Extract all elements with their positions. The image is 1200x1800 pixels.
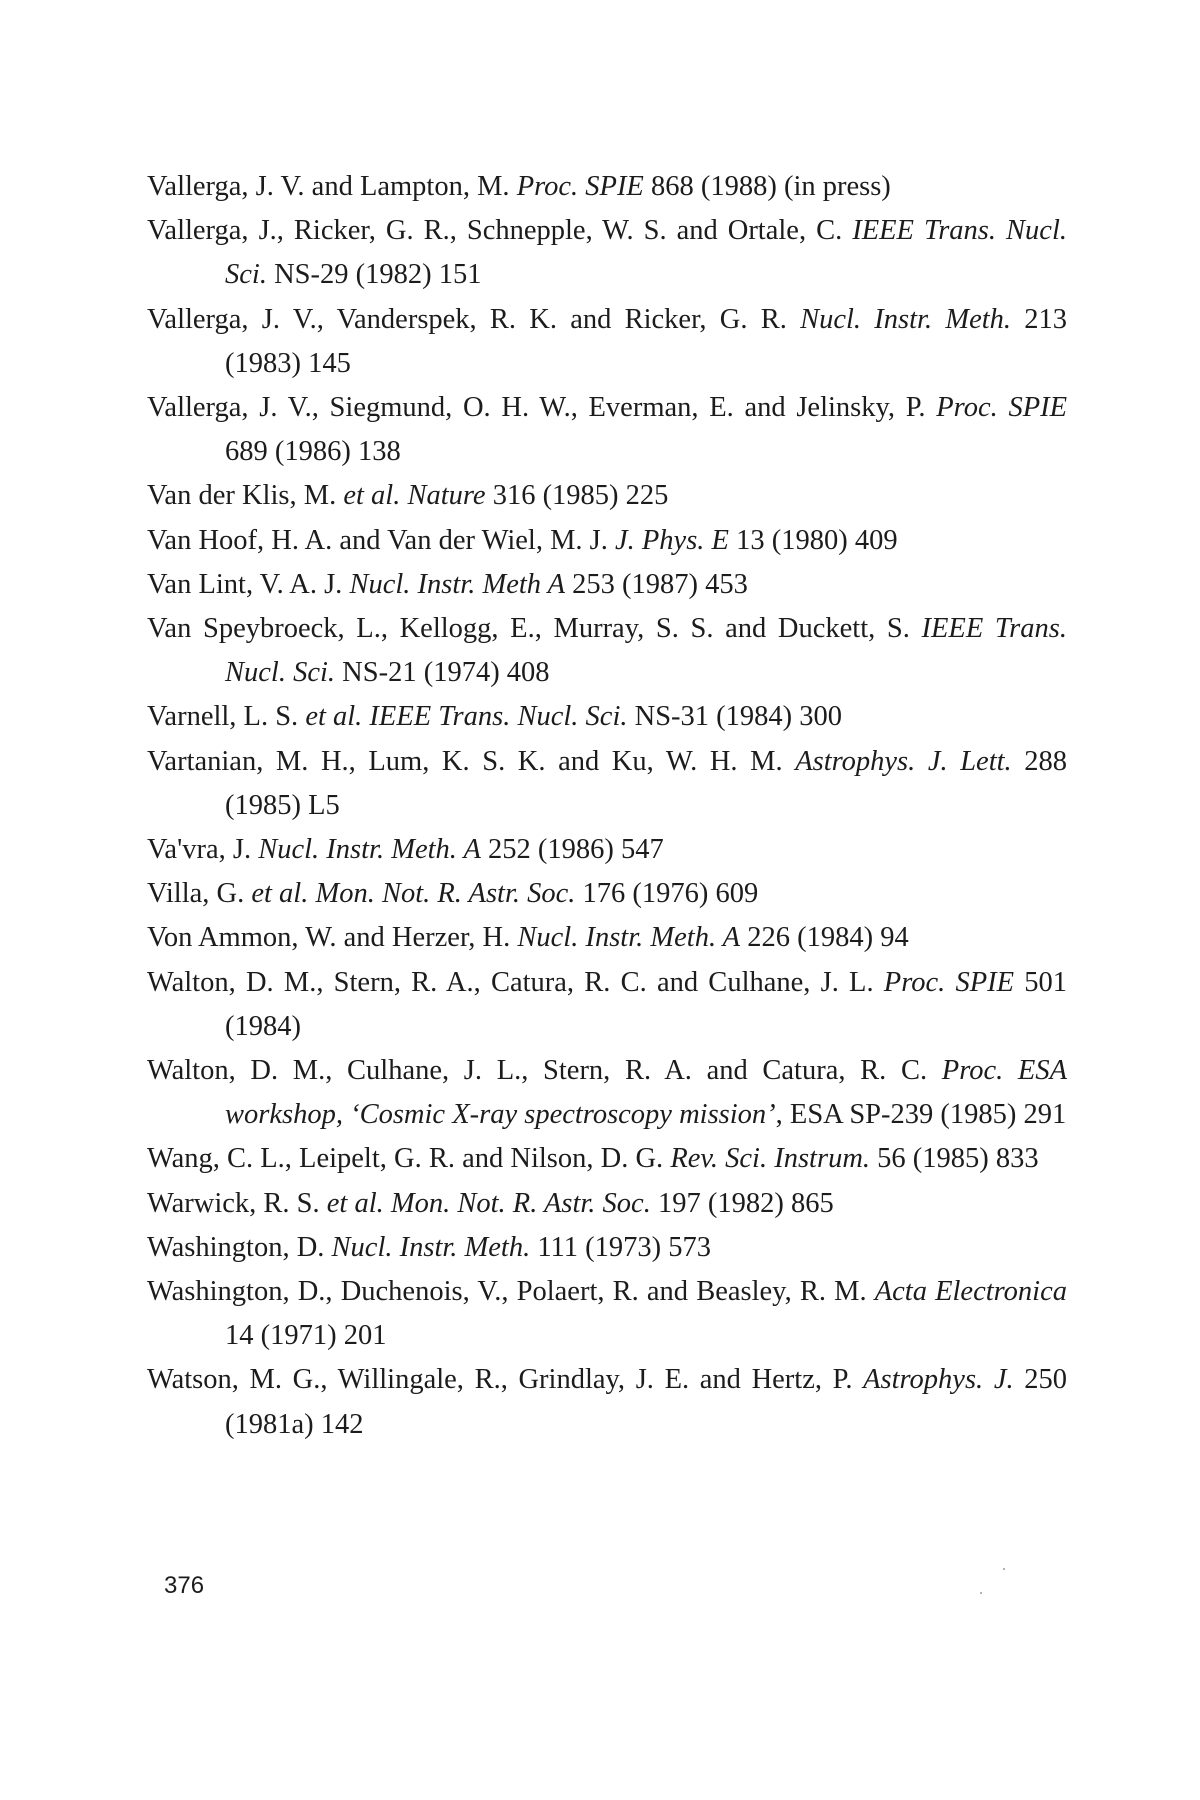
reference-text: Vallerga, J., Ricker, G. R., Schnepple, W. S. and Ortale, C. bbox=[147, 215, 853, 247]
reference-entry bbox=[147, 474, 1067, 518]
reference-text: Von Ammon, W. and Herzer, H. bbox=[147, 922, 518, 954]
reference-text: NS-29 (1982) 151 bbox=[266, 259, 482, 291]
reference-entry bbox=[147, 1358, 1067, 1446]
reference-text: 868 (1988) (in press) bbox=[643, 171, 891, 202]
reference-text: Varnell, L. S. bbox=[147, 701, 306, 733]
reference-text: 226 (1984) 94 bbox=[740, 922, 909, 954]
reference-text: 111 (1973) 573 bbox=[530, 1231, 711, 1263]
reference-text: 56 (1985) 833 bbox=[870, 1143, 1039, 1175]
reference-text: Washington, D., Duchenois, V., Polaert, R. and Beasley, R. M. bbox=[147, 1276, 875, 1308]
reference-journal: Nucl. Instr. Meth. bbox=[331, 1231, 531, 1263]
reference-entry bbox=[147, 1270, 1067, 1358]
reference-journal: IEEE Trans. Nucl. Sci. bbox=[225, 613, 1067, 689]
page-number: 376 bbox=[164, 1572, 205, 1599]
reference-journal: J. Phys. E bbox=[615, 524, 729, 556]
reference-text: 213 (1983) 145 bbox=[225, 303, 1068, 379]
reference-journal: Proc. ESA workshop, ‘Cosmic X-ray spectroscopy mission’ bbox=[225, 1055, 1067, 1131]
reference-journal: Proc. SPIE bbox=[516, 171, 644, 202]
reference-journal: Astrophys. J. bbox=[863, 1364, 1014, 1396]
reference-text: Vartanian, M. H., Lum, K. S. K. and Ku, W. H. M. bbox=[147, 745, 796, 777]
reference-text: Villa, G. bbox=[147, 878, 252, 910]
reference-journal: Nucl. Instr. Meth. A bbox=[258, 834, 481, 866]
reference-entry bbox=[147, 916, 1067, 960]
reference-entry bbox=[147, 209, 1067, 297]
scan-speck bbox=[1003, 1568, 1005, 1570]
reference-text: Walton, D. M., Stern, R. A., Catura, R. C. and Culhane, J. L. bbox=[147, 966, 884, 998]
reference-text: Van Hoof, H. A. and Van der Wiel, M. J. bbox=[147, 524, 615, 556]
reference-text: 288 (1985) L5 bbox=[225, 745, 1068, 821]
reference-entry bbox=[147, 607, 1067, 695]
reference-entry bbox=[147, 872, 1067, 916]
reference-journal: Astrophys. J. Lett. bbox=[795, 745, 1012, 777]
reference-text: Vallerga, J. V., Siegmund, O. H. W., Everman, E. and Jelinsky, P. bbox=[147, 392, 937, 424]
reference-entry bbox=[147, 165, 1067, 209]
reference-entry bbox=[147, 1226, 1067, 1270]
reference-text: Walton, D. M., Culhane, J. L., Stern, R. A. and Catura, R. C. bbox=[147, 1055, 942, 1087]
reference-text: Vallerga, J. V. and Lampton, M. bbox=[147, 171, 517, 202]
reference-text: NS-21 (1974) 408 bbox=[335, 657, 550, 689]
reference-journal: Rev. Sci. Instrum. bbox=[670, 1143, 871, 1175]
reference-entry bbox=[147, 695, 1067, 739]
reference-text: Vallerga, J. V., Vanderspek, R. K. and Ricker, G. R. bbox=[147, 303, 801, 335]
reference-text: 250 (1981a) 142 bbox=[225, 1364, 1068, 1440]
reference-journal: IEEE Trans. Nucl. Sci. bbox=[225, 215, 1067, 291]
reference-entry bbox=[147, 298, 1067, 386]
reference-journal: et al. Mon. Not. R. Astr. Soc. bbox=[251, 878, 576, 910]
reference-journal: et al. Nature bbox=[343, 480, 486, 512]
reference-text: 252 (1986) 547 bbox=[480, 834, 664, 866]
reference-text: 501 (1984) bbox=[225, 966, 1068, 1042]
reference-entry bbox=[147, 1137, 1067, 1181]
reference-text: Wang, C. L., Leipelt, G. R. and Nilson, D. G. bbox=[147, 1143, 671, 1175]
reference-entry bbox=[147, 519, 1067, 563]
reference-journal: Acta Electronica bbox=[874, 1276, 1068, 1308]
reference-entry bbox=[147, 828, 1067, 872]
reference-entry bbox=[147, 386, 1067, 474]
reference-journal: et al. Mon. Not. R. Astr. Soc. bbox=[326, 1187, 651, 1219]
reference-text: 689 (1986) 138 bbox=[225, 436, 401, 468]
reference-text: Warwick, R. S. bbox=[147, 1187, 327, 1219]
reference-text: Van Lint, V. A. J. bbox=[147, 568, 350, 600]
reference-text: Va'vra, J. bbox=[147, 834, 259, 866]
reference-journal: et al. IEEE Trans. Nucl. Sci. bbox=[305, 701, 628, 733]
reference-text: 14 (1971) 201 bbox=[225, 1320, 387, 1352]
reference-entry bbox=[147, 740, 1067, 828]
reference-text: NS-31 (1984) 300 bbox=[627, 701, 843, 733]
reference-entry bbox=[147, 961, 1067, 1049]
reference-entry bbox=[147, 1049, 1067, 1137]
reference-text: Washington, D. bbox=[147, 1231, 332, 1263]
reference-text: Watson, M. G., Willingale, R., Grindlay, J. E. and Hertz, P. bbox=[147, 1364, 864, 1396]
reference-journal: Proc. SPIE bbox=[936, 392, 1068, 424]
reference-text: Van der Klis, M. bbox=[147, 480, 344, 512]
scan-speck bbox=[980, 1592, 982, 1594]
reference-journal: Nucl. Instr. Meth A bbox=[349, 568, 566, 600]
reference-entry bbox=[147, 563, 1067, 607]
reference-list bbox=[147, 165, 1067, 1447]
reference-text: 176 (1976) 609 bbox=[575, 878, 759, 910]
reference-journal: Nucl. Instr. Meth. A bbox=[517, 922, 741, 954]
reference-text: 253 (1987) 453 bbox=[565, 568, 748, 600]
reference-journal: Nucl. Instr. Meth. bbox=[800, 303, 1012, 335]
reference-text: 13 (1980) 409 bbox=[728, 524, 898, 556]
reference-text: , ESA SP-239 (1985) 291 bbox=[775, 1099, 1067, 1131]
reference-journal: Proc. SPIE bbox=[883, 966, 1015, 998]
reference-text: 316 (1985) 225 bbox=[485, 480, 669, 512]
reference-text: Van Speybroeck, L., Kellogg, E., Murray, S. S. and Duckett, S. bbox=[147, 613, 922, 645]
reference-entry bbox=[147, 1182, 1067, 1226]
reference-text: 197 (1982) 865 bbox=[650, 1187, 834, 1219]
